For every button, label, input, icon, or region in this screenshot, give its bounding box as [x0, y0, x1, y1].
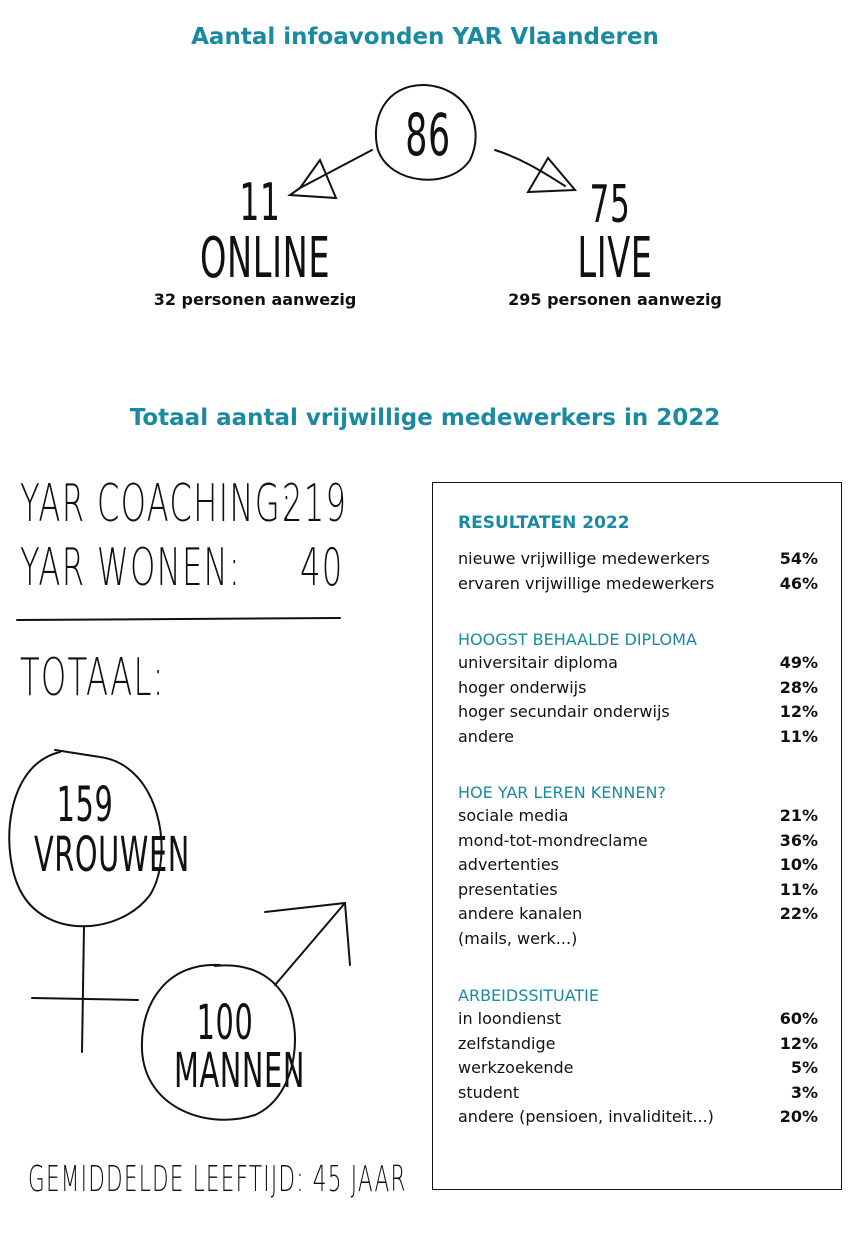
totaal-label: TOTAAL: [20, 648, 165, 708]
list-item: presentaties 11% [458, 879, 818, 899]
live-label: LIVE [577, 226, 653, 291]
live-count: 75 [589, 175, 631, 235]
list-item: andere kanalen 22% [458, 904, 818, 923]
vrijwilligers-title: Totaal aantal vrijwillige medewerkers in 2022 [129, 405, 721, 431]
online-attendance: 32 personen aanwezig [153, 290, 357, 309]
mannen-label: MANNEN [174, 1043, 305, 1099]
wonen-label: YAR WONEN: [20, 538, 242, 598]
list-item: in loondienst 60% [458, 1009, 818, 1028]
list-item: advertenties 10% [458, 855, 818, 874]
resultaten-section-diploma [458, 630, 818, 749]
live-attendance: 295 personen aanwezig [508, 290, 722, 309]
section-title-diploma: HOOGST BEHAALDE DIPLOMA [458, 630, 697, 649]
list-item: sociale media 21% [458, 806, 818, 825]
coaching-value: 219 [282, 474, 348, 534]
infoavonden-total: 86 [405, 101, 451, 169]
list-item: andere (pensioen, invaliditeit...) 20% [458, 1107, 818, 1126]
list-item: student 3% [458, 1082, 818, 1102]
list-item: hoger secundair onderwijs 12% [458, 702, 818, 721]
section-title-kennen: HOE YAR LEREN KENNEN? [458, 783, 666, 802]
list-item: universitair diploma 49% [458, 653, 818, 672]
coaching-label: YAR COACHING: [20, 474, 294, 534]
list-item: (mails, werk...) [458, 928, 578, 948]
list-item: andere 11% [458, 726, 818, 746]
vrouwen-label: VROUWEN [33, 827, 190, 883]
list-item: hoger onderwijs 28% [458, 677, 818, 697]
infoavonden-title: Aantal infoavonden YAR Vlaanderen [191, 24, 659, 50]
list-item: zelfstandige 12% [458, 1033, 818, 1053]
vrouwen-count: 159 [56, 777, 114, 833]
gemiddelde-leeftijd: GEMIDDELDE LEEFTIJD: 45 JAAR [28, 1159, 407, 1200]
list-item: werkzoekende 5% [458, 1058, 818, 1077]
list-item: nieuwe vrijwillige medewerkers 54% [458, 549, 818, 568]
online-label: ONLINE [200, 226, 331, 291]
resultaten-title: RESULTATEN 2022 [458, 513, 630, 533]
online-count: 11 [239, 173, 281, 233]
list-item: ervaren vrijwillige medewerkers 46% [458, 573, 818, 593]
resultaten-section-arbeid [458, 986, 818, 1130]
resultaten-section-kennen [458, 783, 818, 951]
list-item: mond-tot-mondreclame 36% [458, 830, 818, 850]
resultaten-box [432, 482, 842, 1190]
wonen-value: 40 [300, 538, 344, 598]
resultaten-section-nieuw [458, 547, 818, 596]
section-title-arbeid: ARBEIDSSITUATIE [458, 986, 600, 1005]
mannen-count: 100 [196, 995, 254, 1051]
